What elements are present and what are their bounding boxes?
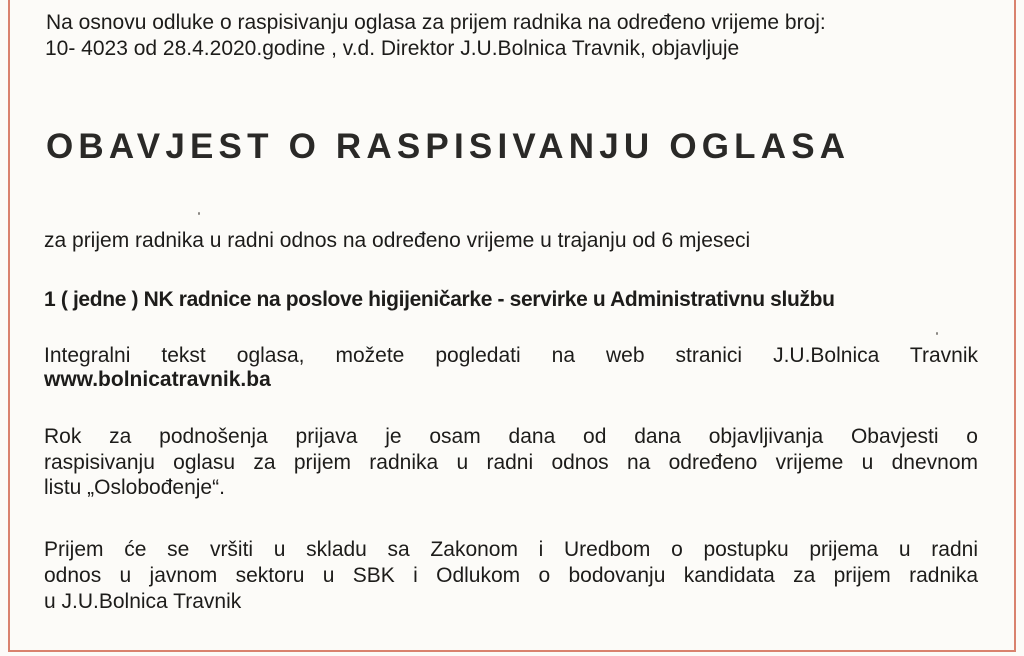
notice-heading: OBAVJEST O RASPISIVANJU OGLASA (46, 127, 851, 166)
notice-subtitle: za prijem radnika u radni odnos na određeno vrijeme u trajanju od 6 mjeseci (44, 229, 751, 252)
right-border-line (1014, 0, 1016, 652)
website-link[interactable]: www.bolnicatravnik.ba (44, 368, 271, 391)
print-speck (198, 212, 200, 215)
admission-line-2: odnos u javnom sektoru u SBK i Odlukom o bodovanju kandidata za prijem radnika (44, 564, 978, 587)
print-speck (936, 332, 938, 335)
deadline-line-3: listu „Oslobođenje“. (44, 476, 225, 499)
bottom-border-line (8, 650, 1016, 652)
intro-line-2: 10- 4023 od 28.4.2020.godine , v.d. Direktor J.U.Bolnica Travnik, objavljuje (45, 37, 740, 60)
integral-text-line-1: Integralni tekst oglasa, možete pogledati na web stranici J.U.Bolnica Travnik (44, 344, 978, 367)
intro-line-1: Na osnovu odluke o raspisivanju oglasa za prijem radnika na određeno vrijeme broj: (46, 11, 826, 34)
deadline-line-2: raspisivanju oglasu za prijem radnika u radni odnos na određeno vrijeme u dnevnom (44, 451, 978, 474)
admission-line-3: u J.U.Bolnica Travnik (44, 590, 242, 613)
position-description: 1 ( jedne ) NK radnice na poslove higijeničarke - servirke u Administrativnu službu (44, 288, 835, 311)
admission-line-1: Prijem će se vršiti u skladu sa Zakonom i Uredbom o postupku prijema u radni (44, 538, 978, 561)
left-border-line (8, 0, 10, 652)
deadline-line-1: Rok za podnošenja prijava je osam dana od dana objavljivanja Obavjesti o (44, 425, 978, 448)
